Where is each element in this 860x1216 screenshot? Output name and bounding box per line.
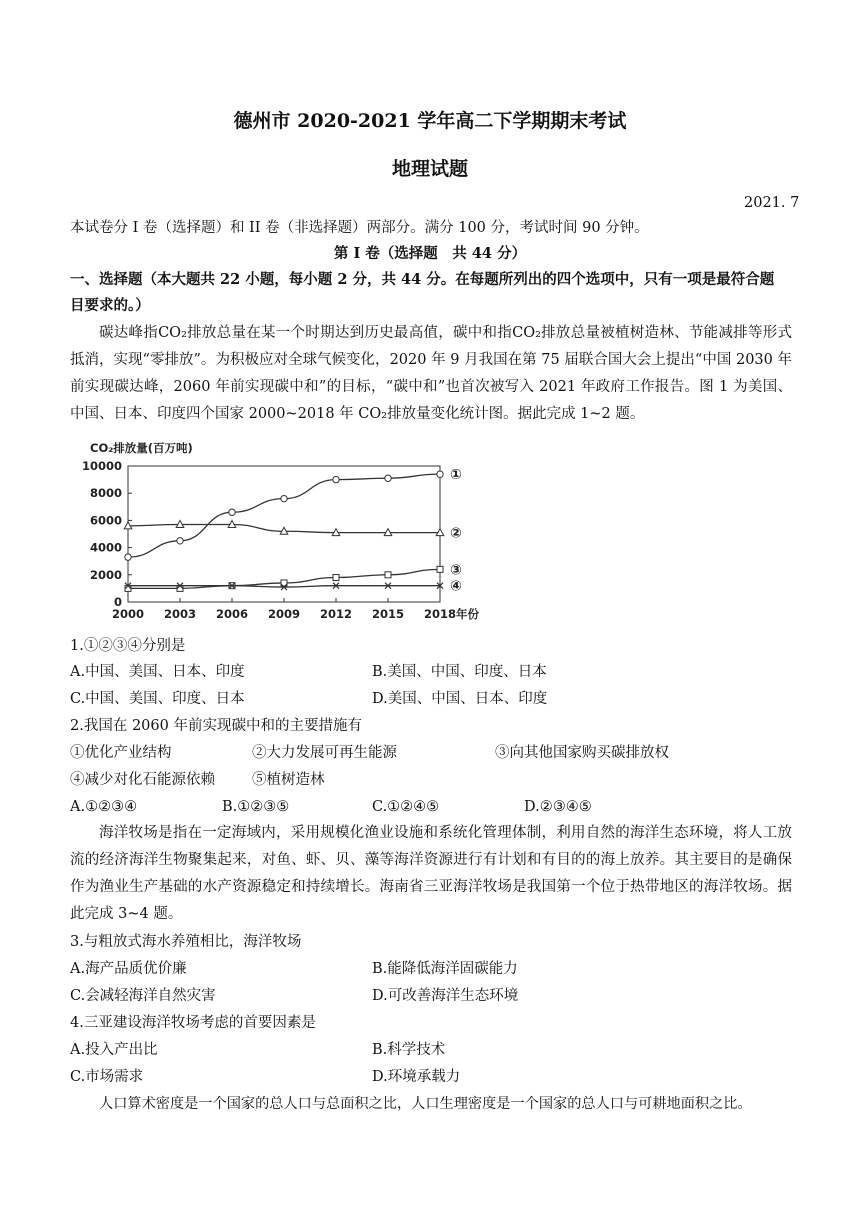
x-tick-label: 2012 (319, 607, 353, 621)
x-tick-label: 2006 (215, 607, 249, 621)
instructions-line1: 一、选择题（本大题共 22 小题，每小题 2 分，共 44 分。在每题所列出的四个选项中，只有一项是最符合题 (70, 271, 775, 288)
data-point-circle (229, 509, 235, 515)
chart-ylabel: CO₂排放量(百万吨) (90, 441, 193, 455)
y-tick-label: 0 (113, 595, 122, 609)
q1-option-d[interactable]: D.美国、中国、日本、印度 (372, 691, 548, 707)
exam-subtitle: 地理试题 (391, 158, 468, 180)
q4-option-c[interactable]: C.市场需求 (70, 1069, 144, 1085)
q2-option-b[interactable]: B.①②③⑤ (222, 799, 290, 815)
q3-option-a[interactable]: A.海产品质优价廉 (70, 961, 187, 977)
series-line-1 (128, 474, 440, 557)
q1-option-c[interactable]: C.中国、美国、印度、日本 (70, 691, 245, 707)
section-title: 第 I 卷（选择题 共 44 分） (333, 245, 527, 262)
intro-text: 本试卷分 I 卷（选择题）和 II 卷（非选择题）两部分。满分 100 分，考试时间 90 分钟。 (70, 220, 649, 236)
q1-option-a[interactable]: A.中国、美国、日本、印度 (70, 664, 245, 680)
data-point-square (385, 572, 391, 578)
passage-ocean-ranch: 海洋牧场是指在一定海域内，采用规模化渔业设施和系统化管理体制，利用自然的海洋生态环境，将人工放流的经济海洋生物聚集起来，对鱼、虾、贝、藻等海洋资源进行有计划和有目的的海上放养。其主要目的是确保作为渔业生产基础的水产资源稳定和持续增长。海南省三亚海洋牧场是我国第一个位于热带地区的海洋牧场。据此完成 3~4 题。 (70, 825, 792, 922)
data-point-square (437, 566, 443, 572)
q2-item-3: ③向其他国家购买碳排放权 (495, 745, 669, 761)
instructions-line2: 目要求的。） (70, 297, 150, 314)
data-point-circle (333, 476, 339, 482)
q3-option-b[interactable]: B.能降低海洋固碳能力 (372, 961, 518, 977)
series-label: ④ (450, 578, 462, 595)
data-point-circle (281, 495, 287, 501)
q2-option-d[interactable]: D.②③④⑤ (524, 799, 592, 815)
x-tick-label: 2003 (163, 607, 197, 621)
q2-option-c[interactable]: C.①②④⑤ (372, 799, 440, 815)
q3-stem: 3.与粗放式海水养殖相比，海洋牧场 (70, 934, 302, 950)
series-label: ② (450, 525, 462, 542)
exam-title: 德州市 2020-2021 学年高二下学期期末考试 (233, 110, 627, 132)
q4-option-b[interactable]: B.科学技术 (372, 1042, 446, 1058)
q2-item-1: ①优化产业结构 (70, 745, 172, 761)
data-point-circle (437, 471, 443, 477)
passage-carbon: 碳达峰指CO₂排放总量在某一个时期达到历史最高值，碳中和指CO₂排放总量被植树造林、节能减排等形式抵消，实现“零排放”。为积极应对全球气候变化，2020 年 9 月我国在第 75 届联合国大会上提出“中国 2030 年前实现碳达峰，2060 年前实现碳中和”的目标，“碳中和”也首次被写入 2021 年政府工作报告。图 1 为美国、中国、日本、印度四个国家 2000~2018 年 CO₂排放量变化统计图。据此完成 1~2 题。 (70, 325, 792, 422)
q2-item-5: ⑤植树造林 (252, 772, 325, 788)
x-tick-label: 2015 (371, 607, 405, 621)
q3-option-c[interactable]: C.会减轻海洋自然灾害 (70, 988, 216, 1004)
y-tick-label: 10000 (81, 459, 122, 473)
x-tick-label: 2000 (111, 607, 145, 621)
data-point-circle (125, 554, 131, 560)
q1-option-b[interactable]: B.美国、中国、印度、日本 (372, 664, 547, 680)
x-tick-label: 2018 (423, 607, 457, 621)
x-axis-label: 年份 (456, 607, 479, 621)
series-label: ③ (450, 562, 462, 579)
series-label: ① (450, 467, 462, 484)
data-point-circle (177, 538, 183, 544)
co2-emission-chart (70, 436, 490, 626)
q4-stem: 4.三亚建设海洋牧场考虑的首要因素是 (70, 1015, 316, 1031)
q2-stem: 2.我国在 2060 年前实现碳中和的主要措施有 (70, 718, 362, 734)
passage-population-line1: 人口算术密度是一个国家的总人口与总面积之比，人口生理密度是一个国家的总人口与可耕地面积之比。 (99, 1096, 752, 1112)
y-tick-label: 2000 (89, 567, 122, 582)
y-tick-label: 4000 (89, 540, 122, 555)
data-point-circle (385, 475, 391, 481)
q2-item-2: ②大力发展可再生能源 (252, 745, 397, 761)
q3-option-d[interactable]: D.可改善海洋生态环境 (372, 988, 519, 1004)
x-tick-label: 2009 (267, 607, 301, 621)
y-tick-label: 6000 (89, 513, 122, 528)
y-tick-label: 8000 (89, 486, 122, 501)
exam-date: 2021. 7 (744, 195, 800, 211)
q2-item-4: ④减少对化石能源依赖 (70, 772, 215, 788)
q2-option-a[interactable]: A.①②③④ (70, 799, 138, 815)
q4-option-a[interactable]: A.投入产出比 (70, 1042, 158, 1058)
q4-option-d[interactable]: D.环境承载力 (372, 1069, 461, 1085)
data-point-square (333, 575, 339, 581)
q1-stem: 1.①②③④分别是 (70, 638, 186, 654)
